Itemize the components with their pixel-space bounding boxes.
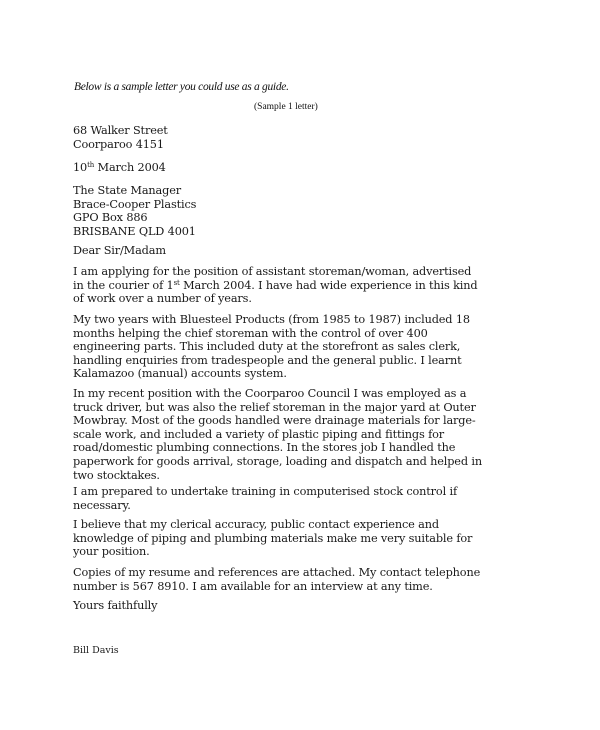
recipient-line: GPO Box 886: [73, 211, 148, 225]
recipient-line: The State Manager: [73, 184, 181, 197]
paragraph-6: Copies of my resume and references are attached. My contact telephone number is 567 8910. I am available for an interview at any time.: [73, 566, 481, 593]
recipient-line: BRISBANE QLD 4001: [73, 224, 196, 238]
closing: Yours faithfully: [73, 599, 158, 612]
intro-heading: Below is a sample letter you could use as a guide.: [74, 81, 289, 93]
paragraph-2: My two years with Bluesteel Products (from 1985 to 1987) included 18 months helping the chief storeman with the control of over 400 engineering parts. This included duty at the storefront as sales clerk, handling enquiries from tradespeople and the general public. I learnt Kalamazoo (manual) accounts system.: [73, 313, 470, 381]
sender-address: [73, 124, 543, 151]
recipient-address: [73, 184, 543, 238]
recipient-line: Brace-Cooper Plastics: [73, 197, 197, 211]
salutation: Dear Sir/Madam: [73, 244, 166, 257]
paragraph-4: I am prepared to undertake training in computerised stock control if necessary.: [73, 485, 457, 512]
signature-name: Bill Davis: [73, 645, 119, 656]
letter-date: 10th March 2004: [73, 161, 166, 174]
sample-label: (Sample 1 letter): [254, 102, 318, 112]
address-line: Coorparoo 4151: [73, 137, 164, 151]
paragraph-1: I am applying for the position of assistant storeman/woman, advertised in the courier of 1st March 2004. I have had wide experience in this kind of work over a number of years.: [73, 265, 478, 306]
address-line: 68 Walker Street: [73, 124, 168, 137]
paragraph-3: In my recent position with the Coorparoo Council I was employed as a truck driver, but was also the relief storeman in the major yard at Outer Mowbray. Most of the goods handled were drainage materials for large- scale work, and included a variety of plastic piping and fittings for road/domestic plumbing connections. In the stores job I handled the paperwork for goods arrival, storage, loading and dispatch and helped in two stocktakes.: [73, 387, 482, 482]
paragraph-5: I believe that my clerical accuracy, public contact experience and knowledge of piping and plumbing materials make me very suitable for your position.: [73, 518, 473, 559]
